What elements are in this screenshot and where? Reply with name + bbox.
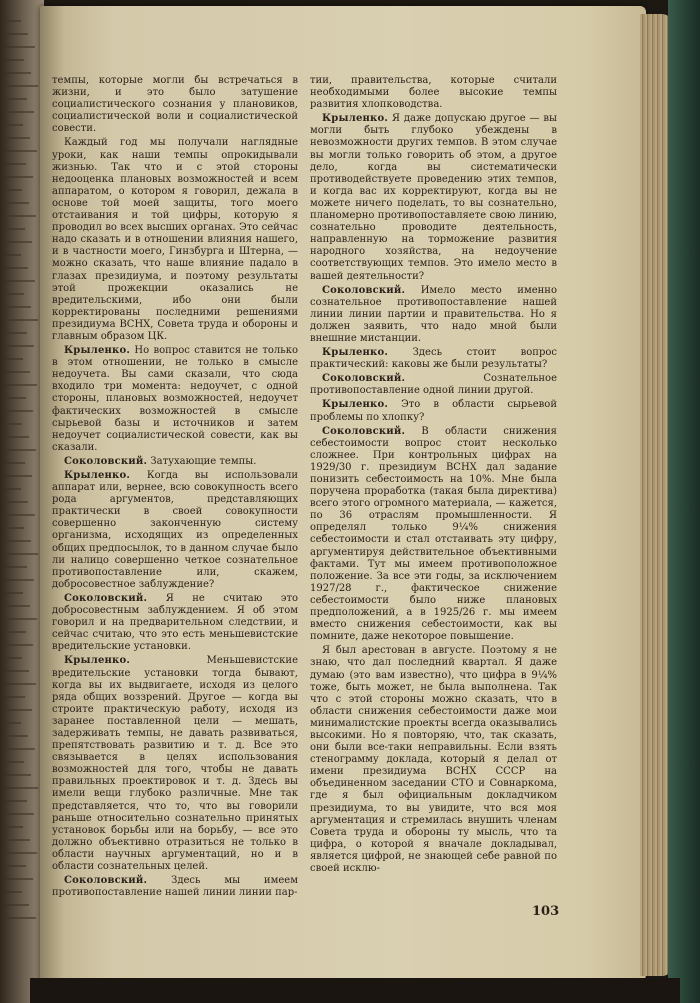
ghost-text-line <box>3 267 28 269</box>
page-number: 103 <box>532 904 560 919</box>
ghost-text-line <box>3 514 35 516</box>
ghost-text-line <box>3 605 30 607</box>
ghost-text-line <box>3 475 32 477</box>
speaker-name: Крыленко. <box>322 113 389 125</box>
paragraph-text: Это в области сырьевой проблемы по хлопку? <box>310 399 557 423</box>
ghost-text-line <box>3 722 21 724</box>
ghost-text-line <box>3 709 32 711</box>
text-column-left <box>52 75 298 901</box>
ghost-text-line <box>3 449 36 451</box>
ghost-text-line <box>3 436 29 438</box>
text-column-right <box>310 75 557 901</box>
ghost-text-line <box>3 813 34 815</box>
left-page-edge <box>0 0 44 1003</box>
ghost-text-line <box>3 683 36 685</box>
ghost-text-line <box>3 358 23 360</box>
paragraph <box>52 593 298 653</box>
ghost-text-line <box>3 891 22 893</box>
speaker-name: Крыленко. <box>64 655 131 667</box>
ghost-text-line <box>3 124 23 126</box>
ghost-text-line <box>3 865 26 867</box>
ghost-text-line <box>3 904 29 906</box>
paragraph <box>52 470 298 591</box>
ghost-text-line <box>3 566 27 568</box>
ghost-text-line <box>3 293 24 295</box>
paragraph <box>310 373 557 397</box>
speaker-name: Крыленко. <box>64 470 131 481</box>
speaker-name: Соколовский. <box>64 592 148 604</box>
ghost-text-line <box>3 644 33 646</box>
ghost-text-line <box>3 306 31 308</box>
ghost-text-line <box>3 371 30 373</box>
ghost-text-line <box>3 423 22 425</box>
paragraph <box>52 875 298 899</box>
ghost-text-line <box>3 579 34 581</box>
ghost-text-line <box>3 618 37 620</box>
ghost-text-line <box>3 631 26 633</box>
ghost-text-line <box>3 774 31 776</box>
paragraph-text: темпы, которые могли бы встречаться в жизни, и это было затушение социалистического сознания у плановиков, социалистической воли и социалистической совести. <box>52 75 298 135</box>
paragraph-text: Имело место именно сознательное противопоставление нашей линии линии партии и правительства. Но я должен заявить, что надо мной были внешние мистанции. <box>310 284 557 344</box>
ghost-text-line <box>3 800 27 802</box>
ghost-text-line <box>3 787 38 789</box>
ghost-text-line <box>3 657 22 659</box>
ghost-text-line <box>3 670 29 672</box>
ghost-text-line <box>3 137 30 139</box>
ghost-text-line <box>3 176 33 178</box>
ghost-text-line <box>3 527 24 529</box>
ghost-text-line <box>3 735 28 737</box>
ghost-text-line <box>3 852 37 854</box>
paragraph-text: Я был арестован в августе. Поэтому я не знаю, что дал последний квартал. Я даже думаю (это вам известно), что цифра в 9¼% тоже, быть может, не была выполнена. Так что с этой стороны можно сказать, что в области снижения себестоимости даже мои минималистские проекты всегда оказывались высокими. Но я повторяю, что, так сказать, они были все-таки неправильны. Если взять стенограмму доклада, который я делал от имени президиума ВСНХ СССР на объединенном заседании СТО и Совнаркома, где я был официальным докладчиком президиума, то вы увидите, что вся моя аргументация и стремилась внушить членам Совета труда и обороны ту мысль, что та цифра, о которой я вначале докладывал, является цифрой, не знающей себе равной по своей исклю- <box>310 645 557 874</box>
paragraph <box>310 285 557 345</box>
paragraph-text: Но вопрос ставится не только в этом отношении, не только в смысле недоучета. Вы сами сказали, что сюда входило три момента: недоучет, с одной стороны, плановых возможностей, недоучет фактических возможностей в смысле сырьевой базы и источников и затем недоучет социалистической совести, как вы сказали. <box>52 345 298 453</box>
speaker-name: Крыленко. <box>322 399 389 411</box>
paragraph <box>310 399 557 423</box>
ghost-text-line <box>3 826 23 828</box>
ghost-text-line <box>3 384 37 386</box>
speaker-name: Крыленко. <box>64 345 131 357</box>
ghost-text-line <box>3 332 27 334</box>
bottom-shadow <box>30 978 680 1003</box>
ghost-text-line <box>3 46 35 48</box>
paragraph-text: Здесь стоит вопрос практический: каковы же были результаты? <box>310 347 557 371</box>
ghost-text-line <box>3 111 34 113</box>
ghost-text-line <box>3 397 26 399</box>
speaker-name: Соколовский. <box>322 373 406 385</box>
paragraph-text: Меньшевистские вредительские установки тогда бывают, когда вы их выдвигаете, исходя из целого ряда общих воззрений. Другое — когда вы строите практическую работу, исходя из заранее поставленной цели — мешать, задерживать темпы, не давать развиваться, препятствовать развитию и т. д. Все это связывается в целях использования возможностей для того, чтобы не давать правильных проектировок и т. д. Здесь вы имели вещи глубоко различные. Мне так представляется, что то, что вы говорили раньше относительно сознательно принятых установок борьбы или на борьбу, — все это должно объективно отразиться не только в области научных аргументаций, но и в области сознательных целей. <box>52 655 298 872</box>
ghost-text-line <box>3 839 30 841</box>
ghost-text-line <box>3 410 33 412</box>
paragraph-text: Я даже допускаю другое — вы могли быть глубоко убеждены в невозможности других темпов. В этом случае вы могли только говорить об этом, а другое дело, когда вы систематически противодействуете проведению этих темпов, и когда вас их корректируют, когда вы не можете ничего поделать, то вы сознательно, планомерно противопоставляете свою линию, сознательно проводите деятельность, направленную на торможение развития народного хозяйства, на недоучение соответствующих темпов. Это имело место в вашей деятельности? <box>310 113 557 282</box>
ghost-text-line <box>3 917 36 919</box>
ghost-text-line <box>3 696 25 698</box>
ghost-text-line <box>3 254 21 256</box>
ghost-text-line <box>3 540 31 542</box>
paragraph-text: Я не считаю это добросовестным заблуждением. Я об этом говорил и на предварительном следствии, и сейчас считаю, что это есть меньшевистские вредительские установки. <box>52 592 298 653</box>
paragraph <box>310 645 557 875</box>
ghost-text-line <box>3 59 24 61</box>
book-cover <box>668 0 700 1003</box>
paragraph-text: В области снижения себестоимости вопрос стоит несколько сложнее. При контрольных цифрах на 1929/30 г. президиум ВСНХ дал задание понизить себестоимость на 10%. Мне была поручена проработка (такая была директива) всего этого огромного материала, — кажется, по 36 отраслям промышленности. Я определял только 9¼% снижения себестоимости и стал отстаивать эту цифру, аргументируя действительное объективными фактами. Тут мы имеем противоположное положение. За все эти годы, за исключением 1927/28 г., фактическое снижение себестоимости было ниже плановых предположений, а в 1925/26 г. мы имеем вместо снижения себестоимости, как вы помните, даже некоторое повышение. <box>310 425 557 643</box>
ghost-text-line <box>3 345 34 347</box>
speaker-name: Крыленко. <box>322 347 389 359</box>
ghost-text-line <box>3 488 21 490</box>
ghost-text-line <box>3 228 25 230</box>
paragraph-text: Здесь мы имеем противопоставление нашей линии линии пар- <box>52 875 298 899</box>
speaker-name: Соколовский. <box>322 425 406 437</box>
ghost-text-line <box>3 553 38 555</box>
speaker-name: Соколовский. <box>322 284 406 296</box>
ghost-text-line <box>3 462 25 464</box>
paragraph-text: Сознательное противопоставление одной линии другой. <box>310 373 557 397</box>
ghost-text-line <box>3 761 24 763</box>
paragraph-text: Затухающие темпы. <box>147 455 257 467</box>
paragraph <box>310 113 557 282</box>
ghost-text-line <box>3 592 23 594</box>
ghost-text-line <box>3 98 27 100</box>
ghost-text-line <box>3 878 33 880</box>
ghost-text-line <box>3 319 38 321</box>
paragraph-text: Каждый год мы получали наглядные уроки, как наши темпы опрокидывали жизнью. Так что и с этой стороны недооценка плановых возможностей и всем аппаратом, о котором я говорил, дежала в основе той моей защиты, того моего отстаивания и той цифры, которую я проводил во всех высших органах. Это сейчас надо сказать и в отношении влияния нашего, и в частности моего, Гинзбурга и Штерна, — можно сказать, что наше влияние падало в глазах президиума, и поэтому результаты этой прожекции оказались не вредительскими, ибо они были корректированы последними решениями президиума ВСНХ, Совета труда и обороны и главным образом ЦК. <box>52 137 298 342</box>
ghost-text-line <box>3 215 36 217</box>
ghost-text-line <box>3 33 28 35</box>
ghost-text-line <box>3 150 37 152</box>
ghost-text-line <box>3 72 31 74</box>
paragraph-text: Когда вы использовали аппарат или, вернее, всю совокупность всего рода аргументов, представляющих практически в своей совокупности совершенно законченную систему организма, исходящих из определенных общих предпосылок, то в данном случае было ли налицо совершенно четкое сознательное противопоставление или, скажем, добросовестное заблуждение? <box>52 470 298 590</box>
paragraph <box>52 456 298 468</box>
ghost-text-line <box>3 20 21 22</box>
paragraph <box>52 75 298 135</box>
paragraph <box>52 345 298 454</box>
paragraph <box>52 655 298 873</box>
paragraph <box>52 137 298 343</box>
ghost-text-line <box>3 189 22 191</box>
ghost-text-line <box>3 280 35 282</box>
ghost-text-line <box>3 748 35 750</box>
ghost-text-line <box>3 85 38 87</box>
ghost-text-line <box>3 202 29 204</box>
paragraph <box>310 426 557 644</box>
ghost-text-line <box>3 163 26 165</box>
ghost-text-line <box>3 241 32 243</box>
paragraph <box>310 347 557 371</box>
paragraph-text: тии, правительства, которые считали необходимыми более высокие темпы развития хлопководства. <box>310 75 557 111</box>
speaker-name: Соколовский. <box>64 455 148 467</box>
ghost-text-line <box>3 501 28 503</box>
paragraph <box>310 75 557 111</box>
speaker-name: Соколовский. <box>64 875 148 887</box>
